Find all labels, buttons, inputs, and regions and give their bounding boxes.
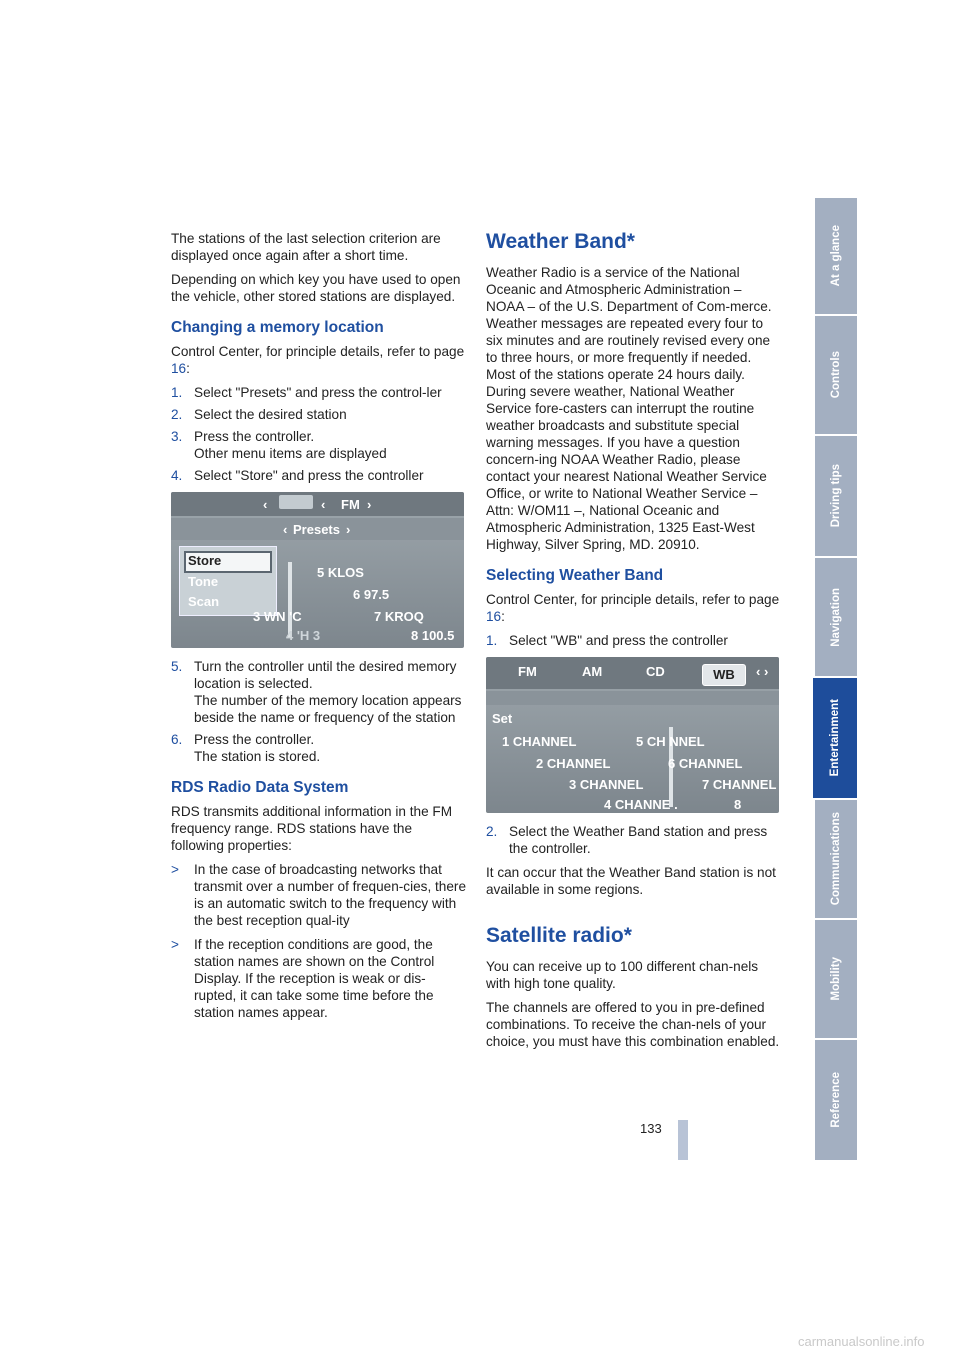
screen-station: 7 KROQ bbox=[374, 609, 424, 624]
weather-band-screen-image bbox=[486, 657, 779, 813]
footer-watermark: carmanualsonline.info bbox=[798, 1334, 925, 1349]
step-item: 3. Press the controller. Other menu items are displayed bbox=[171, 429, 387, 461]
screen-menu bbox=[179, 546, 277, 616]
memory-reference: Control Center, for principle details, refer to page 16: bbox=[171, 344, 465, 376]
memory-heading: Changing a memory location bbox=[171, 319, 384, 336]
screen-tab-wb: WB bbox=[702, 664, 746, 686]
memory-steps-continued bbox=[171, 658, 466, 765]
screen-tab-fm: FM bbox=[518, 664, 537, 679]
tab-mobility[interactable]: Mobility bbox=[815, 920, 857, 1040]
wb-step-2 bbox=[486, 823, 781, 857]
screen-channel: 2 CHANNEL bbox=[536, 756, 611, 771]
screen-tab-am: AM bbox=[582, 664, 603, 679]
weather-band-heading: Weather Band* bbox=[486, 230, 635, 253]
selecting-wb-reference: Control Center, for principle details, refer to page 16: bbox=[486, 592, 780, 624]
screen-menu-scan: Scan bbox=[188, 594, 220, 609]
screen-station: 3 WN 'C bbox=[253, 609, 302, 624]
tab-driving-tips[interactable]: Driving tips bbox=[815, 436, 857, 558]
step-item: 6. Press the controller. The station is stored. bbox=[171, 732, 321, 764]
rds-intro: RDS transmits additional information in the FM frequency range. RDS stations have the following properties: bbox=[171, 804, 453, 853]
bullet-item: > If the reception conditions are good, the station names are shown on the Control Display. If the reception is weak or dis-rupted, it can take some time before the station names appear. bbox=[171, 937, 435, 1020]
screen-channel: 8 bbox=[734, 797, 742, 812]
screen-channel: 4 CHANNE . bbox=[604, 797, 678, 812]
screen-station: 5 KLOS bbox=[317, 565, 364, 580]
page-link[interactable]: 16 bbox=[486, 609, 502, 624]
page-link[interactable]: 16 bbox=[171, 361, 187, 376]
step-item: 1. Select "WB" and press the controller bbox=[486, 633, 728, 648]
tab-entertainment[interactable]: Entertainment bbox=[813, 678, 857, 800]
chapter-tabs bbox=[815, 198, 857, 1160]
intro-paragraph-1: The stations of the last selection criterion are displayed once again after a short time. bbox=[171, 231, 441, 263]
tab-controls[interactable]: Controls bbox=[815, 316, 857, 436]
satellite-radio-heading: Satellite radio* bbox=[486, 924, 632, 947]
left-column bbox=[171, 230, 466, 1028]
page-number-bar bbox=[678, 1120, 688, 1160]
satellite-paragraph-1: You can receive up to 100 different chan-nels with high tone quality. bbox=[486, 959, 759, 991]
satellite-paragraph-2: The channels are offered to you in pre-defined combinations. To receive the chan-nels of your choice, you must have this combination enabled. bbox=[486, 1000, 780, 1049]
presets-screen-image: ‹ ‹ FM › ‹ Presets › Store Tone Scan 5 KLOS 6 97.5 3 WN 'C 7 KROQ 4 'H 3 8 100.5 bbox=[171, 492, 464, 648]
step-item: 5. Turn the controller until the desired memory location is selected. The number of the memory location appears beside the name or frequency of the station bbox=[171, 659, 462, 725]
memory-steps bbox=[171, 384, 466, 484]
screen-channel: 7 CHANNEL bbox=[702, 777, 777, 792]
rds-heading: RDS Radio Data System bbox=[171, 779, 349, 796]
tab-at-a-glance[interactable]: At a glance bbox=[815, 198, 857, 316]
weather-band-body: Weather Radio is a service of the National Oceanic and Atmospheric Administration – NOAA – of the U.S. Department of Com-merce. Weather messages are repeated every four to six minutes and are routinely revised every one to three hours, or more frequently if needed. Most of the stations operate 24 hours daily. During severe weather, National Weather Service fore-casters can interrupt the routine weather broadcasts and substitute special warning messages. If you have a question concern-ing NOAA Weather Radio, please contact your nearest National Weather Service Office, or write to National Weather Service – Attn: W/OM11 –, National Oceanic and Atmospheric Administration, 1325 East-West Highway, Silver Spring, MD. 20910. bbox=[486, 265, 772, 552]
step-item: 4. Select "Store" and press the controller bbox=[171, 468, 424, 483]
step-item: 1. Select "Presets" and press the control-ler bbox=[171, 385, 442, 400]
page-number: 133 bbox=[640, 1121, 662, 1136]
rds-bullets bbox=[171, 861, 466, 1021]
screen-set-label: Set bbox=[492, 711, 513, 726]
screen-station: 8 100.5 bbox=[411, 628, 455, 643]
tab-communications[interactable]: Communications bbox=[815, 800, 857, 920]
screen-tab-placeholder bbox=[279, 495, 313, 509]
wb-step-1 bbox=[486, 632, 781, 649]
step-item: 2. Select the Weather Band station and press the controller. bbox=[486, 824, 768, 856]
screen-channel: 6 CHANNEL bbox=[668, 756, 743, 771]
screen-station: 6 97.5 bbox=[353, 587, 390, 602]
screen-presets-label: Presets bbox=[293, 522, 340, 537]
screen-fm-label: FM bbox=[341, 497, 360, 512]
screen-channel: 5 CH NNEL bbox=[636, 734, 705, 749]
screen-menu-tone: Tone bbox=[188, 574, 219, 589]
screen-channel: 3 CHANNEL bbox=[569, 777, 644, 792]
right-column bbox=[486, 230, 781, 1057]
wb-availability-note: It can occur that the Weather Band station is not available in some regions. bbox=[486, 865, 776, 897]
intro-paragraph-2: Depending on which key you have used to open the vehicle, other stored stations are displayed. bbox=[171, 272, 461, 304]
bullet-item: > In the case of broadcasting networks that transmit over a number of frequen-cies, there is an automatic switch to the frequency with the best reception qual-ity bbox=[171, 862, 467, 928]
screen-tab-cd: CD bbox=[646, 664, 665, 679]
selecting-wb-heading: Selecting Weather Band bbox=[486, 567, 664, 584]
screen-menu-store: Store bbox=[188, 553, 222, 568]
screen-station: 4 'H 3 bbox=[286, 628, 321, 643]
tab-reference[interactable]: Reference bbox=[815, 1040, 857, 1162]
screen-arrows: ‹ › bbox=[756, 664, 769, 679]
screen-channel: 1 CHANNEL bbox=[502, 734, 577, 749]
tab-navigation[interactable]: Navigation bbox=[815, 558, 857, 678]
step-item: 2. Select the desired station bbox=[171, 407, 347, 422]
